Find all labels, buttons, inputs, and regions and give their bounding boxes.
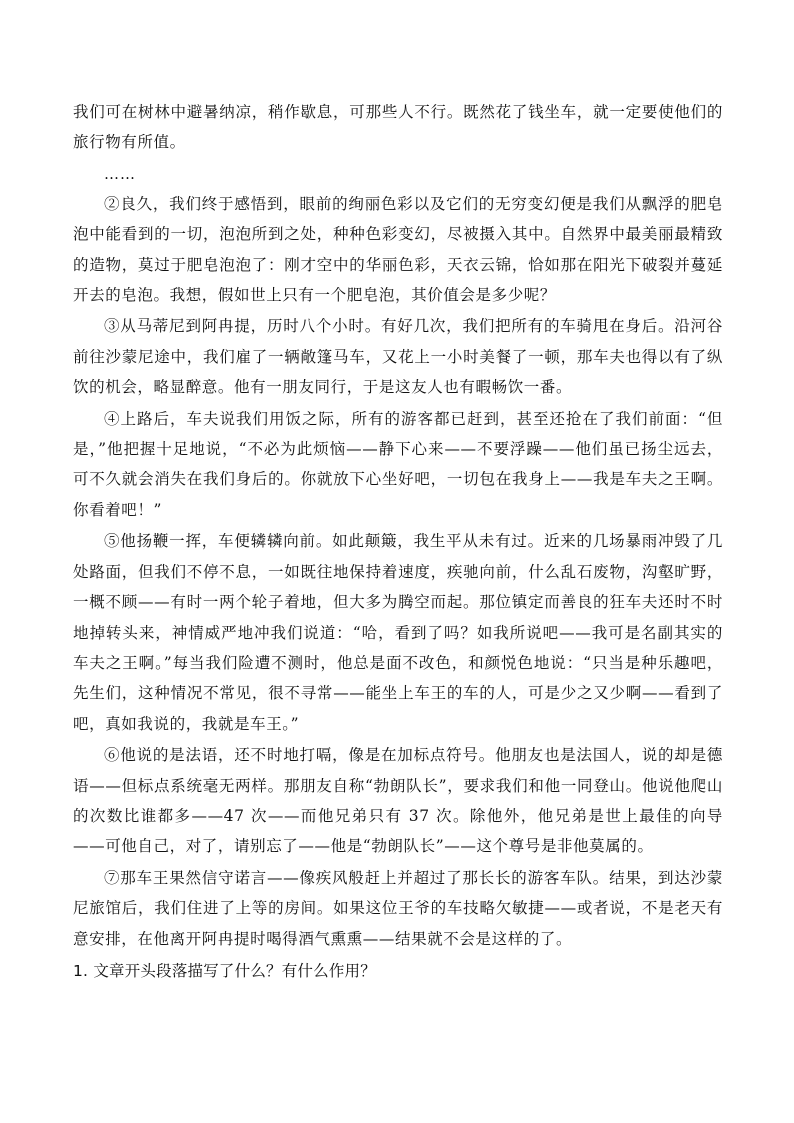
paragraph-7: ⑦那车王果然信守诺言——像疾风般赶上并超过了那长长的游客车队。结果，到达沙蒙尼旅馆后，我们住进了上等的房间。如果这位王爷的车技略欠敏捷——或者说，不是老天有意安排，在他离开阿冉提时喝得酒气熏熏——结果就不会是这样的了。 bbox=[73, 868, 723, 948]
paragraph-6: ⑥他说的是法语，还不时地打嗝，像是在加标点符号。他朋友也是法国人，说的却是德语——但标点系统毫无两样。那朋友自称“勃朗队长”，要求我们和他一同登山。他说他爬山的次数比谁都多——47 次——而他兄弟只有 37 次。除他外，他兄弟是世上最佳的向导——可他自己，对了，请别忘了——他是“勃朗队长”——这个尊号是非他莫属的。 bbox=[73, 746, 723, 856]
paragraph-opening: 我们可在树林中避暑纳凉，稍作歇息，可那些人不行。既然花了钱坐车，就一定要使他们的旅行物有所值。 bbox=[73, 103, 723, 152]
paragraph-3: ③从马蒂尼到阿冉提，历时八个小时。有好几次，我们把所有的车骑甩在身后。沿河谷前往沙蒙尼途中，我们雇了一辆敞篷马车，又花上一小时美餐了一顿，那车夫也得以有了纵饮的机会，略显醉意。他有一朋友同行，于是这友人也有暇畅饮一番。 bbox=[73, 317, 723, 397]
question-1: 1. 文章开头段落描写了什么？有什么作用？ bbox=[73, 961, 376, 980]
paragraph-5: ⑤他扬鞭一挥，车便辚辚向前。如此颠簸，我生平从未有过。近来的几场暴雨冲毁了几处路面，但我们不停不息，一如既往地保持着速度，疾驰向前，什么乱石废物，沟壑旷野，一概不顾——有时一两个轮子着地，但大多为腾空而起。那位镇定而善良的狂车夫还时不时地掉转头来，神情威严地冲我们说道：“哈，看到了吗？如我所说吧——我可是名副其实的车夫之王啊。”每当我们险遭不测时，他总是面不改色，和颜悦色地说：“只当是种乐趣吧，先生们，这种情况不常见，很不寻常——能坐上车王的车的人，可是少之又少啊——看到了吧，真如我说的，我就是车王。” bbox=[73, 532, 723, 733]
document-content bbox=[73, 97, 723, 1001]
paragraph-4: ④上路后，车夫说我们用饭之际，所有的游客都已赶到，甚至还抢在了我们前面：“但是，”他把握十足地说，“不必为此烦恼——静下心来——不要浮躁——他们虽已扬尘远去，可不久就会消失在我们身后的。你就放下心坐好吧，一切包在我身上——我是车夫之王啊。你看着吧！” bbox=[73, 409, 723, 519]
ellipsis-marker: …… bbox=[104, 164, 136, 183]
paragraph-2: ②良久，我们终于感悟到，眼前的绚丽色彩以及它们的无穷变幻便是我们从飘浮的肥皂泡中能看到的一切，泡泡所到之处，种种色彩变幻，尽被摄入其中。自然界中最美丽最精致的造物，莫过于肥皂泡泡了：刚才空中的华丽色彩，天衣云锦，恰如那在阳光下破裂并蔓延开去的皂泡。我想，假如世上只有一个肥皂泡，其价值会是多少呢？ bbox=[73, 194, 723, 305]
